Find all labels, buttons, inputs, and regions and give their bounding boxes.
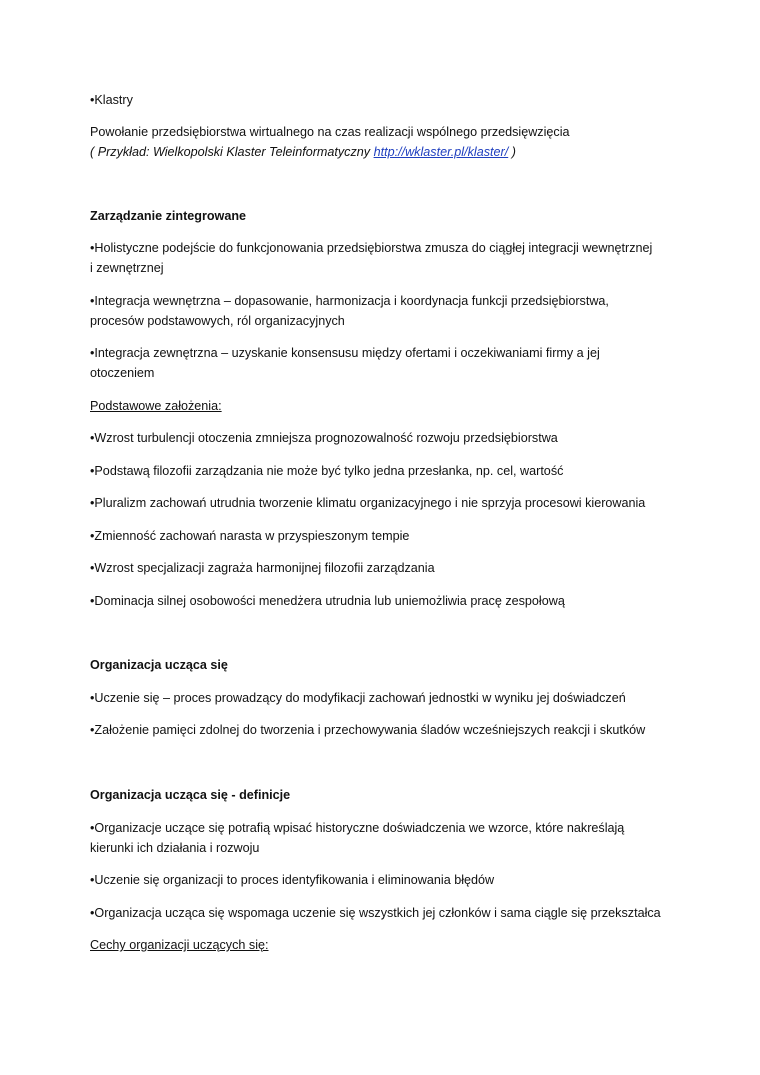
klastry-bullet: •Klastry: [90, 93, 133, 107]
klastry-description: Powołanie przedsiębiorstwa wirtualnego na czas realizacji wspólnego przedsięwzięcia: [90, 125, 570, 139]
definicje-paragraph-3: •Organizacja ucząca się wspomaga uczenie się wszystkich jej członków i sama ciągle się przekształca: [90, 906, 661, 920]
klastry-example: [90, 144, 516, 160]
heading-zarzadzanie: Zarządzanie zintegrowane: [90, 209, 247, 223]
list-item: •Pluralizm zachowań utrudnia tworzenie klimatu organizacyjnego i nie sprzyja procesowi kierowania: [90, 496, 646, 510]
list-item: •Wzrost specjalizacji zagraża harmonijnej filozofii zarządzania: [90, 561, 435, 575]
example-suffix: ): [508, 145, 516, 159]
heading-organizacja: Organizacja ucząca się: [90, 658, 228, 672]
zarzadzanie-paragraph-1-cont: i zewnętrznej: [90, 261, 164, 275]
zarzadzanie-paragraph-3: •Integracja zewnętrzna – uzyskanie konsensusu między ofertami i oczekiwaniami firmy a jej: [90, 346, 600, 360]
list-item: •Podstawą filozofii zarządzania nie może być tylko jedna przesłanka, np. cel, wartość: [90, 464, 564, 478]
definicje-paragraph-1: •Organizacje uczące się potrafią wpisać historyczne doświadczenia we wzorce, które nakreślają: [90, 821, 625, 835]
definicje-paragraph-1-cont: kierunki ich działania i rozwoju: [90, 841, 260, 855]
wklaster-link[interactable]: http://wklaster.pl/klaster/: [373, 145, 509, 159]
heading-definicje: Organizacja ucząca się - definicje: [90, 788, 291, 802]
subheading-cechy: Cechy organizacji uczących się:: [90, 938, 269, 952]
list-item: •Zmienność zachowań narasta w przyspieszonym tempie: [90, 529, 410, 543]
list-item: •Dominacja silnej osobowości menedżera utrudnia lub uniemożliwia pracę zespołową: [90, 594, 565, 608]
zarzadzanie-paragraph-3-cont: otoczeniem: [90, 366, 155, 380]
list-item: •Uczenie się – proces prowadzący do modyfikacji zachowań jednostki w wyniku jej doświadczeń: [90, 691, 626, 705]
list-item: •Wzrost turbulencji otoczenia zmniejsza prognozowalność rozwoju przedsiębiorstwa: [90, 431, 558, 445]
list-item: •Założenie pamięci zdolnej do tworzenia i przechowywania śladów wcześniejszych reakcji i skutków: [90, 723, 646, 737]
definicje-paragraph-2: •Uczenie się organizacji to proces identyfikowania i eliminowania błędów: [90, 873, 495, 887]
zarzadzanie-paragraph-2: •Integracja wewnętrzna – dopasowanie, harmonizacja i koordynacja funkcji przedsiębiorstwa,: [90, 294, 609, 308]
zarzadzanie-paragraph-2-cont: procesów podstawowych, ról organizacyjnych: [90, 314, 345, 328]
subheading-zalozenia: Podstawowe założenia:: [90, 399, 222, 413]
zarzadzanie-paragraph-1: •Holistyczne podejście do funkcjonowania przedsiębiorstwa zmusza do ciągłej integracji wewnętrznej: [90, 241, 653, 255]
example-prefix: ( Przykład: Wielkopolski Klaster Teleinformatyczny: [90, 145, 374, 159]
